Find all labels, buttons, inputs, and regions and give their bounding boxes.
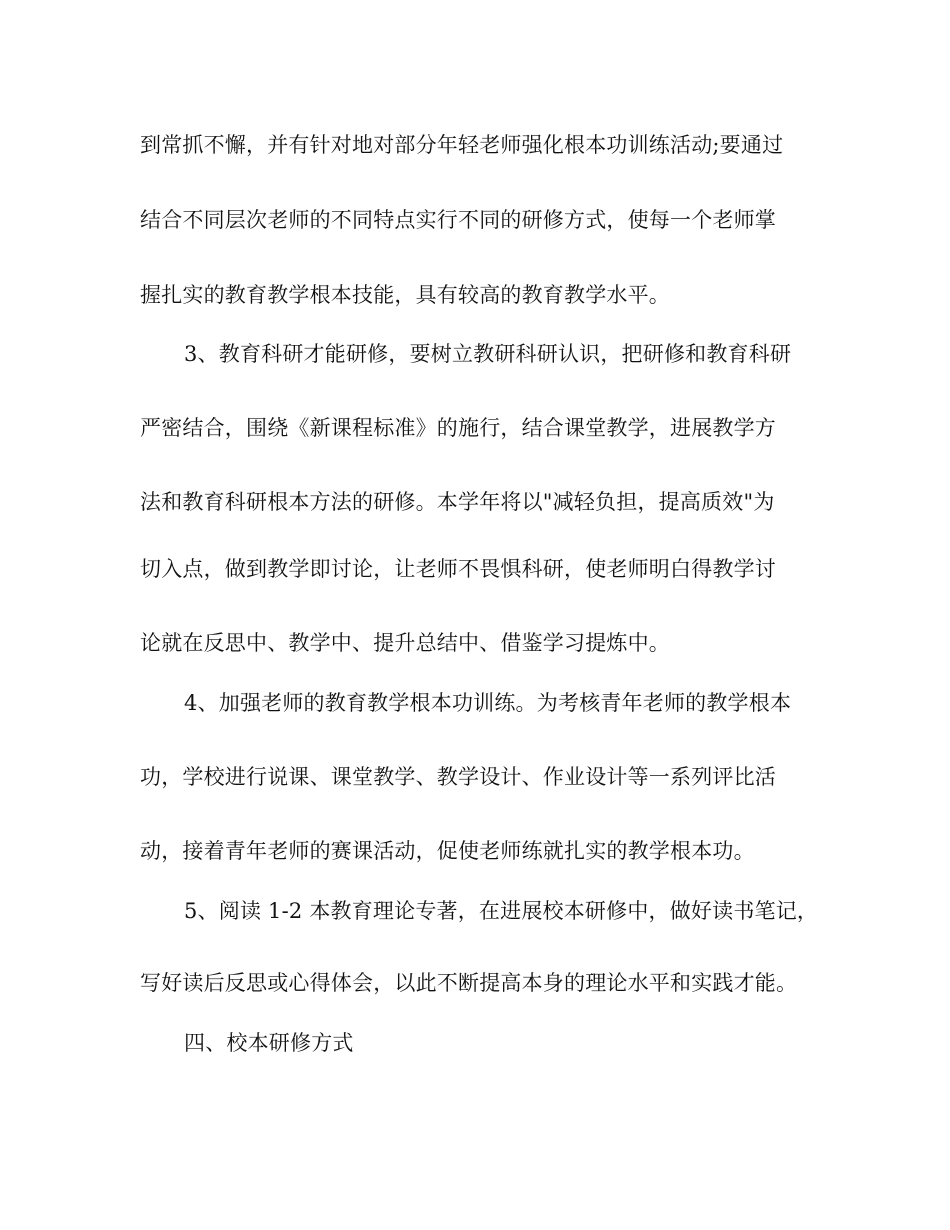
paragraph-3-start: 3、教育科研才能研修，要树立教研科研认识，把研修和教育科研 xyxy=(184,342,792,366)
text-line: 结合不同层次老师的不同特点实行不同的研修方式，使每一个老师掌 xyxy=(140,208,776,232)
text-line: 功，学校进行说课、课堂教学、教学设计、作业设计等一系列评比活 xyxy=(140,765,776,789)
text-line: 写好读后反思或心得体会，以此不断提高本身的理论水平和实践才能。 xyxy=(140,971,798,995)
paragraph-4-start: 4、加强老师的教育教学根本功训练。为考核青年老师的教学根本 xyxy=(184,691,792,715)
text-line: 到常抓不懈，并有针对地对部分年轻老师强化根本功训练活动;要通过 xyxy=(140,133,784,157)
text-line: 动，接着青年老师的赛课活动，促使老师练就扎实的教学根本功。 xyxy=(140,839,755,863)
text-line: 严密结合，围绕《新课程标准》的施行，结合课堂教学，进展教学方 xyxy=(140,416,776,440)
paragraph-5-start: 5、阅读 1-2 本教育理论专著，在进展校本研修中，做好读书笔记， xyxy=(184,899,819,923)
text-line: 切入点，做到教学即讨论，让老师不畏惧科研，使老师明白得教学讨 xyxy=(140,557,776,581)
section-heading: 四、校本研修方式 xyxy=(184,1031,354,1055)
text-line: 握扎实的教育教学根本技能，具有较高的教育教学水平。 xyxy=(140,283,670,307)
text-line: 论就在反思中、教学中、提升总结中、借鉴学习提炼中。 xyxy=(140,631,670,655)
text-line: 法和教育科研根本方法的研修。本学年将以"减轻负担，提高质效"为 xyxy=(140,490,775,514)
